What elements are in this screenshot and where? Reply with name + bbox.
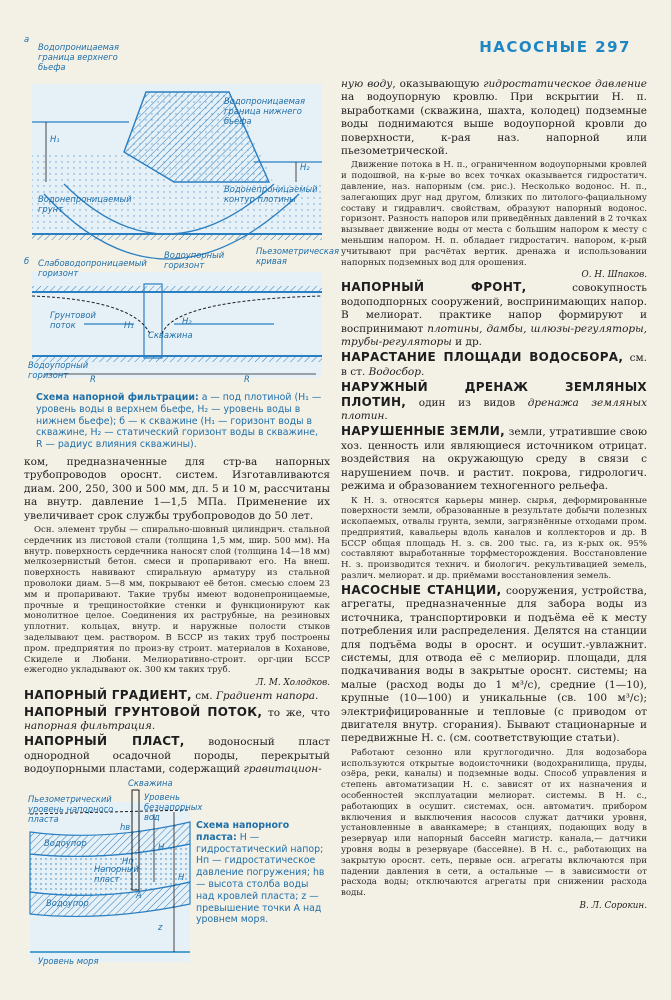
- label-ground-flow: Грунтовой поток: [50, 310, 96, 330]
- letter-h1-a: H₁: [50, 134, 60, 144]
- running-head: НАСОСНЫЕ 297: [479, 38, 631, 56]
- right-small-2: К Н. з. относятся карьеры минер. сырья, деформированные поверхности земли, образованные в результате добычи полезных ископаемых, отвалы грунта, земли, загрязнённые отходами пром. предприятий, кавальеры вдоль каналов и коллекторов и др. В БССР общая площадь Н. з. св. 200 тыс. га, из к-рых ок. 95% составляют выработанные торфместорождения. Восстановление Н. з. производится технич. и биологич. рекультивацией земель, различ. мелиорат. и др. приёмами восстановления земель.: [341, 495, 647, 582]
- entry-tail: .: [420, 365, 425, 378]
- figure1-caption-text: а — под плотиной (H₁ — уровень воды в верхнем бьефе, H₂ — уровень воды в нижнем бьефе); б — к скважине (H₁ — горизонт воды в скважине, H₂ — статический горизонт воды в скважине, R — радиус влияния скважины).: [36, 392, 322, 451]
- entry-pressure-gradient: [24, 689, 330, 703]
- entry-tail: .: [315, 690, 319, 703]
- label-sea-level: Уровень моря: [38, 956, 99, 966]
- right-small-3: Работают сезонно или круглогодично. Для водозабора используются открытые водоисточники (водохранилища, пруды, озёра, реки, каналы) и подземные воды. Способ управления и степень автоматизации Н. с. зависят от их назначения и особенностей эксплуатации мелиорат. системы. В Н. с., работающих в осушит. системах, осн. автоматич. прибором включения и выключения насосов служат датчики уровня, установленные в аванкамере; в станциях, подающих воду в резервуар или напорный бассейн магистр. канала,— датчики уровня воды в резервуаре (бассейне). В Н. с., работающих на закрытую ороснт. сеть, первые осн. агрегаты включаются при падении давления в сети, а остальные — в зависимости от расхода воды; отключаются агрегаты при снижении расхода воды.: [341, 747, 647, 899]
- continuation-mid: , оказывающую: [392, 78, 484, 90]
- figure-pressure-layer: [24, 772, 330, 982]
- entry-disturbed-lands: [341, 425, 647, 493]
- letter-r-left: R: [90, 374, 96, 384]
- entry-body: см. в ст.: [341, 352, 647, 378]
- entry-ref[interactable]: Градиент напора: [215, 690, 316, 703]
- right-continuation: [341, 78, 647, 158]
- entry-pressure-front: [341, 281, 647, 349]
- right-author-1: О. Н. Шпаков.: [581, 270, 647, 281]
- figure2-caption-text: H — гидростатический напор; Hп — гидростатическое давление погружения; hв — высота столба воды над кровлей пласта; z — превышение точки A над уровнем моря.: [196, 831, 325, 926]
- letter-h1-b: H₁: [124, 320, 134, 330]
- entry-head: НАПОРНЫЙ ФРОНТ,: [341, 280, 527, 295]
- entry-outer-drainage: [341, 381, 647, 423]
- right-small-1: Движение потока в Н. п., ограниченном водоупорными кровлей и подошвой, на к-рые во всех точках оказывается гидростатич. давление, наз. напорным (см. рис.). Несколько водонос. Н. п., залегающих друг над другом, близких по литолого-фациальному составу и гидравлич. свойствам, образуют напорный водонос. горизонт. Разность напоров или приведённых давлений в 2 точках вызывает движение воды от места с большим напором к месту с меньшим напором. Н. п. обладает гидростатич. напором, к-рый учитывают при расчётах вертик. дренажа и использовании напорных подземных вод для орошения.: [341, 160, 647, 268]
- label-impervious-soil: Водонепроницаемый грунт: [38, 194, 132, 214]
- left-column: [24, 456, 330, 776]
- letter-hv: hв: [120, 822, 131, 832]
- entry-head: НАПОРНЫЙ ГРАДИЕНТ,: [24, 688, 192, 703]
- label-piezometric-level: Пьезометрический уровень напорного пласта: [28, 794, 114, 824]
- entry-ref[interactable]: плотины, дамбы, шлюзы-регуляторы, трубы-регуляторы: [341, 322, 648, 349]
- entry-head: НАРУЖНЫЙ ДРЕНАЖ ЗЕМЛЯНЫХ ПЛОТИН,: [341, 380, 647, 409]
- continuation-ref2[interactable]: гидростатическое давление: [483, 78, 647, 90]
- entry-pump-stations: [341, 584, 647, 746]
- letter-hp: Hп: [122, 856, 134, 866]
- entry-pressure-ground-flow: [24, 706, 330, 734]
- label-piezometric-curve: Пьезометрическая кривая: [256, 246, 340, 266]
- entry-ref[interactable]: гравитацион-: [243, 763, 322, 776]
- entry-body: то же, что: [262, 706, 330, 719]
- letter-r-right: R: [244, 374, 250, 384]
- label-pressure-layer: Напорный пласт: [94, 864, 139, 884]
- label-aquiclude-bottom: Водоупорный горизонт: [28, 360, 89, 380]
- entry-tail: .: [384, 410, 388, 423]
- letter-z: z: [158, 922, 163, 932]
- label-well: Скважина: [148, 330, 193, 340]
- entry-tail: и др.: [451, 336, 483, 349]
- entry-body: сооружения, устройства, агрегаты, предназначенные для забора воды из источника, транспортировки и подъёма её к месту потребления или распределения. Делятся на станции для подъёма воды в ороснт. и осушит.-увлажнит. системы, для отвода её с мелиорир. площади, для подкачивания воды в закрытые ороснт. системы; на малые (расход воды до 1 м³/с), средние (1—10), крупные (10—100) и уникальные (св. 100 м³/с); электрифицированные и тепловые (с приводом от двигателя внутр. сгорания). Бывают стационарные и передвижные Н. с. (см. соответствующие статьи).: [341, 584, 647, 745]
- continuation-text: на водоупорную кровлю. При вскрытии Н. п. выработками (скважина, шахта, колодец) подземные воды поднимаются выше водоупорной кровли до поверхности, к-рая наз. напорной или пьезометрической.: [341, 91, 647, 158]
- left-small-author: Л. М. Холодков.: [255, 678, 330, 689]
- entry-catchment-growth: [341, 351, 647, 379]
- letter-h-2: H: [158, 842, 165, 852]
- label-part-a: а: [24, 34, 30, 44]
- label-weak-permeable: Слабоводопроницаемый горизонт: [38, 258, 147, 278]
- letter-h2-b: H₂: [182, 316, 192, 326]
- entry-body: водоносный пласт однородной осадочной породы, перекрытый водоупорными пластами, содержащий: [24, 736, 330, 776]
- left-small-text: Осн. элемент трубы — спирально-шовный цилиндрич. стальной сердечник из листовой стали (толщина 1,5 мм, шир. 500 мм). На внутр. поверхность сердечника наносят слой (толщина 14—18 мм) мелкозернистый бетон. смеси и пропаривают его. На внеш. поверхность навивают спиральную арматуру из стальной проволоки диам. 5—8 мм, покрывают её бетон. смесью слоем 23 мм и пропаривают. Такие трубы имеют водонепроницаемые, прочные и трещиностойкие стенки и функционируют как монолитное целое. Соединения их раструбные, на резиновых уплотнит. кольцах, внутр. и наружные полости стыков заделывают цем. раствором. В БССР из таких труб построены пром. предприятия по произ-ву строит. материалов в Кохановe, Скиделе и Любани. Мелиоративно-строит. орг-ции БССР ежегодно укладывают ок. 300 км таких труб.: [24, 525, 330, 676]
- entry-body: один из видов: [406, 396, 528, 409]
- entry-head: НАРАСТАНИЕ ПЛОЩАДИ ВОДОСБОРА,: [341, 350, 624, 365]
- label-downstream-boundary: Водопроницаемая граница нижнего бьефа: [224, 96, 306, 126]
- label-impervious-contour: Водонепроницаемый контур плотины: [224, 184, 318, 204]
- entry-tail: .: [151, 720, 156, 732]
- figure-pressure-filtration: [24, 34, 340, 452]
- entry-head: НАРУШЕННЫЕ ЗЕМЛИ,: [341, 424, 505, 439]
- entry-ref[interactable]: напорная фильтрация: [24, 720, 152, 732]
- entry-ref[interactable]: Водосбор: [368, 365, 421, 378]
- entry-head: НАПОРНЫЙ ГРУНТОВОЙ ПОТОК,: [24, 704, 263, 719]
- entry-pressure-layer: [24, 735, 330, 776]
- label-aquiclude-top: Водоупорный горизонт: [164, 250, 225, 270]
- figure2-caption-title: Схема напорного пласта:: [196, 820, 290, 843]
- label-aquiclude-2: Водоупор: [46, 898, 89, 908]
- continuation-ref[interactable]: ную воду: [341, 78, 393, 90]
- label-aquiclude-1: Водоупор: [44, 838, 87, 848]
- entry-body: см.: [191, 690, 216, 703]
- letter-a: A: [136, 890, 142, 900]
- letter-h2-a: H₂: [300, 162, 310, 172]
- label-well: Скважина: [128, 778, 173, 788]
- letter-h-1: H: [178, 872, 185, 882]
- label-part-b: б: [24, 256, 30, 266]
- figure1-caption-title: Схема напорной фильтрации:: [36, 392, 199, 403]
- label-unconfined-level: Уровень безнапорных вод: [144, 792, 203, 822]
- left-continuation: ком, предназначенные для стр-ва напорных трубопроводов ороснт. систем. Изготавливаются диам. 200, 250, 300 и 500 мм, дл. 5 и 10 м, рассчитаны на внутр. давление 1—1,5 МПа. Применение их увеличивает срок службы трубопроводов до 50 лет.: [24, 456, 330, 522]
- figure1-caption: [36, 392, 326, 451]
- right-author-3: В. Л. Сорокин.: [579, 900, 647, 911]
- entry-body: совокупность водоподпорных сооружений, воспринимающих напор. В мелиорат. практике напор формируют и воспринимают: [341, 282, 647, 335]
- right-column: [341, 78, 647, 998]
- entry-ref[interactable]: дренажа земляных плотин: [341, 396, 648, 423]
- entry-head: НАПОРНЫЙ ПЛАСТ,: [24, 734, 185, 749]
- entry-head: НАСОСНЫЕ СТАНЦИИ,: [341, 582, 502, 597]
- entry-body: земли, утратившие свою хоз. ценность или являющиеся источником отрицат. воздействия на окружающую среду в связи с нарушением почв. и растит. покрова, гидрологич. режима и образованием техногенного рельефа.: [341, 426, 647, 493]
- label-upstream-boundary: Водопроницаемая граница верхнего бьефа: [38, 42, 120, 72]
- figure2-caption: [196, 820, 328, 926]
